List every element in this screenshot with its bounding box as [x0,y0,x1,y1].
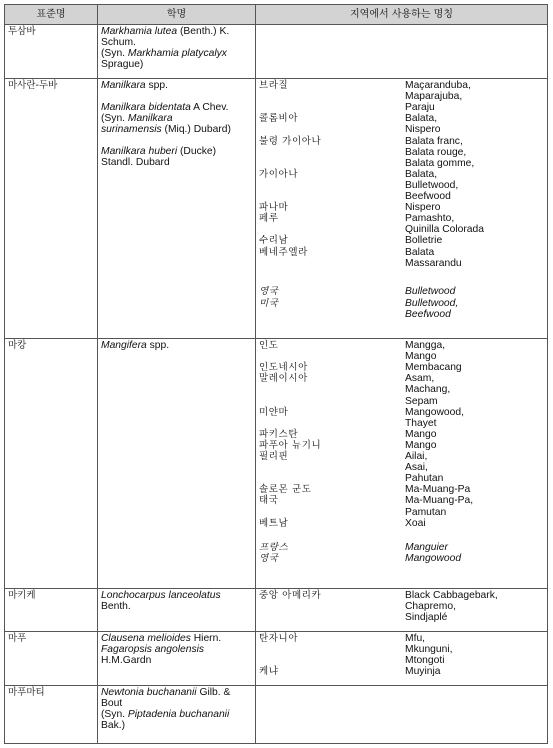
header-row [5,5,548,25]
region-label: 필리핀 [259,451,289,462]
local-name: Nispero [405,202,441,214]
header-local-names: 지역에서 사용하는 명칭 [256,5,548,25]
table-header [5,5,548,25]
scientific-name-line [101,48,252,59]
local-name: Mango [405,428,437,440]
scientific-name-block [101,633,252,666]
local-name: Asam, [405,373,435,385]
scientific-name-line [101,633,252,644]
local-name: Ailai, [405,451,428,462]
local-name: Beefwood [405,308,451,320]
standard-name-cell: 마푸마티 [5,686,98,744]
local-name: Ma-Muang-Pa, [405,495,474,507]
local-name: Balata, [405,168,438,180]
region-label: 프랑스 [259,542,289,554]
local-name: Membacang [405,362,462,374]
header-standard-name: 표준명 [5,5,98,25]
scientific-name-cell [98,686,256,744]
standard-name-cell: 마사란-두바 [5,79,98,339]
region-label: 영국 [259,286,279,298]
scientific-name-part: Sprague) [101,59,144,71]
local-name: Balata [405,246,435,258]
scientific-name-part: Mangifera [101,340,147,351]
local-name: Machang, [405,384,451,396]
names-table [4,4,548,744]
scientific-name-line [101,709,252,720]
scientific-name-line [101,644,252,655]
scientific-name-cell [98,25,256,79]
scientific-name-line [101,102,252,113]
local-name: Bolletrie [405,235,443,247]
scientific-name-part: Manilkara [101,80,146,91]
standard-name-cell: 마키케 [5,589,98,632]
local-names-cell [256,25,548,79]
local-name: Nispero [405,124,441,136]
scientific-name-block [101,687,252,731]
local-name: Manguier [405,542,448,554]
local-name: Pamutan [405,506,447,518]
region-label: 브라질 [259,80,289,91]
scientific-name-block [101,102,252,135]
local-name: Thayet [405,417,437,429]
table-row [5,339,548,589]
scientific-name-line [101,37,252,48]
local-name: Mtongoti [405,655,445,667]
scientific-name-part: Standl. Dubard [101,157,170,169]
region-label: 베네주엘라 [259,246,308,258]
local-names-cell [256,79,548,339]
scientific-name-line [101,601,252,612]
region-label: 페루 [259,213,279,225]
region-label: 파푸아 뉴기니 [259,439,322,451]
local-name: Pahutan [405,473,444,485]
local-names-cell [256,686,548,744]
scientific-name-part: (Syn. [101,48,128,60]
table-body [5,25,548,744]
scientific-name-part: Benth. [101,601,131,613]
region-label: 파키스탄 [259,428,299,440]
local-name: Bulletwood [405,286,456,298]
scientific-name-line [101,59,252,70]
local-name: Mfu, [405,633,426,644]
region-label: 영국 [259,553,279,565]
region-label: 미국 [259,297,279,309]
table-row [5,632,548,686]
scientific-name-part: Schum. [101,37,136,49]
scientific-name-part: Piptadenia buchananii [127,709,230,721]
table-row [5,25,548,79]
scientific-name-block [101,26,252,70]
local-name: Mkunguni, [405,644,453,656]
local-name: Sindjaplé [405,612,448,624]
scientific-name-cell [98,632,256,686]
local-name: Paraju [405,102,435,114]
local-name: Muyinja [405,666,441,678]
region-label: 인도네시아 [259,362,308,374]
region-label: 가이아나 [259,168,299,180]
header-scientific-name: 학명 [98,5,256,25]
region-label: 태국 [259,495,279,507]
scientific-name-line [101,698,252,709]
region-label: 미얀마 [259,406,289,418]
scientific-name-block [101,146,252,168]
standard-name-cell: 투삼바 [5,25,98,79]
local-names-wrap [259,590,544,627]
scientific-name-line [101,157,252,168]
scientific-name-part: Fagaropsis angolensis [101,644,205,656]
local-name: Bulletwood, [405,297,459,309]
scientific-name-line [101,655,252,666]
local-names-wrap [259,340,544,584]
scientific-name-line [101,720,252,731]
local-name: Mangga, [405,340,446,351]
scientific-name-part: spp. [146,340,170,351]
table-row [5,686,548,744]
scientific-name-part: (Syn. [101,709,128,721]
scientific-name-part: Markhamia lutea [101,26,178,37]
table-row [5,79,548,339]
local-name: Asai, [405,462,428,474]
local-name: Maparajuba, [405,91,463,103]
scientific-name-part: (Syn. [101,113,128,125]
scientific-name-cell [98,339,256,589]
scientific-name-part: Bout [101,698,123,710]
scientific-name-line [101,113,252,124]
scientific-name-part: surinamensis [101,124,162,136]
region-label: 탄자니아 [259,633,299,644]
region-label: 베트남 [259,517,289,529]
table-row [5,589,548,632]
local-name: Mangowood, [405,406,464,418]
scientific-name-part: (Miq.) Dubard) [161,124,231,136]
local-name: Mango [405,351,437,363]
region-label: 인도 [259,340,279,351]
scientific-name-part: Clausena melioides [101,633,191,644]
scientific-name-line [101,80,252,91]
local-names-wrap [259,80,544,334]
local-name: Balata rouge, [405,146,467,158]
local-names-wrap [259,633,544,681]
scientific-name-part: H.M.Gardn [101,655,152,667]
scientific-name-part: Lonchocarpus lanceolatus [101,590,221,601]
local-name: Ma-Muang-Pa [405,484,471,496]
local-name: Pamashto, [405,213,455,225]
local-name: Chapremo, [405,601,456,613]
local-names-cell [256,632,548,686]
standard-name-cell: 마캉 [5,339,98,589]
local-name: Black Cabbagebark, [405,590,498,601]
scientific-name-line [101,340,252,351]
scientific-name-part: Markhamia platycalyx [127,48,227,60]
region-label: 중앙 아메리카 [259,590,322,601]
scientific-name-cell [98,589,256,632]
local-name: Sepam [405,395,438,407]
local-name: Massarandu [405,257,462,269]
local-name: Xoai [405,517,426,529]
scientific-name-part: Manilkara [127,113,173,125]
scientific-name-block [101,80,252,91]
scientific-name-line [101,26,252,37]
scientific-name-part: Newtonia buchananii [101,687,197,698]
local-name: Maçaranduba, [405,80,471,91]
local-name: Bulletwood, [405,179,459,191]
region-label: 콜롬비아 [259,113,299,125]
region-label: 솔로몬 군도 [259,484,312,496]
region-label: 말레이시아 [259,373,308,385]
scientific-name-part: Manilkara bidentata [101,102,191,114]
scientific-name-part: A Chev. [190,102,229,114]
local-name: Beefwood [405,191,451,202]
local-name: Balata gomme, [405,157,475,169]
local-names-cell [256,339,548,589]
scientific-name-block [101,340,252,351]
scientific-name-part: Gilb. & [196,687,231,698]
scientific-name-cell [98,79,256,339]
scientific-name-line [101,146,252,157]
standard-name-cell: 마푸 [5,632,98,686]
local-name: Quinilla Colorada [405,224,484,236]
scientific-name-line [101,124,252,135]
scientific-name-part: (Benth.) K. [177,26,230,37]
local-names-cell [256,589,548,632]
region-label: 파나마 [259,202,289,214]
scientific-name-part: spp. [145,80,168,91]
local-name: Balata, [405,113,438,125]
scientific-name-block [101,590,252,612]
scientific-name-part: (Ducke) [177,146,217,158]
scientific-name-part: Manilkara huberi [101,146,178,158]
region-label: 불령 가이아나 [259,135,322,147]
region-label: 케냐 [259,666,279,678]
local-name: Balata franc, [405,135,463,147]
scientific-name-part: Bak.) [101,720,126,732]
local-names-wrap [259,26,544,74]
scientific-name-line [101,590,252,601]
scientific-name-part: Hiern. [190,633,222,644]
local-name: Mango [405,439,437,451]
region-label: 수리남 [259,235,289,247]
scientific-name-line [101,687,252,698]
local-name: Mangowood [405,553,462,565]
local-names-wrap [259,687,544,739]
